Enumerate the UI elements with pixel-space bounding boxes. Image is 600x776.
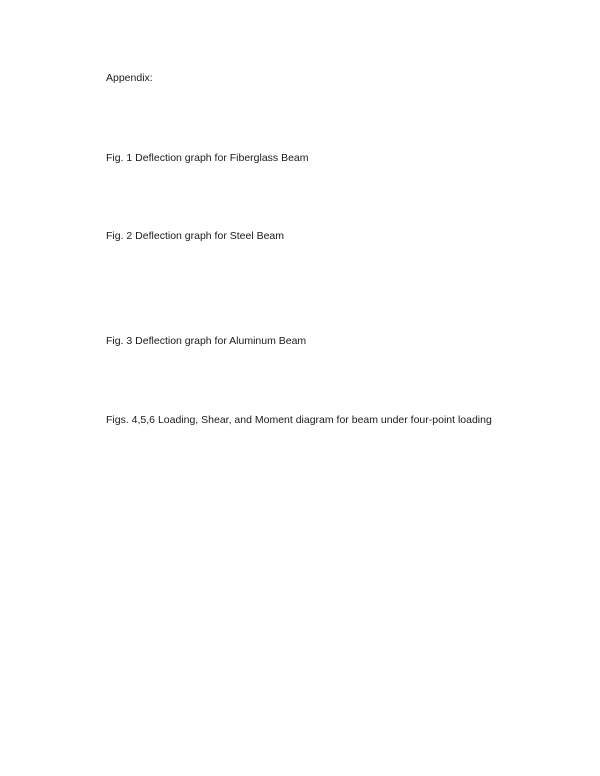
figure-caption-3: Fig. 3 Deflection graph for Aluminum Beam [106,335,307,347]
figure-caption-1: Fig. 1 Deflection graph for Fiberglass Beam [106,152,309,164]
appendix-heading: Appendix: [106,72,153,84]
figure-caption-4-5-6: Figs. 4,5,6 Loading, Shear, and Moment diagram for beam under four-point loading [106,414,492,426]
figure-caption-2: Fig. 2 Deflection graph for Steel Beam [106,230,285,242]
